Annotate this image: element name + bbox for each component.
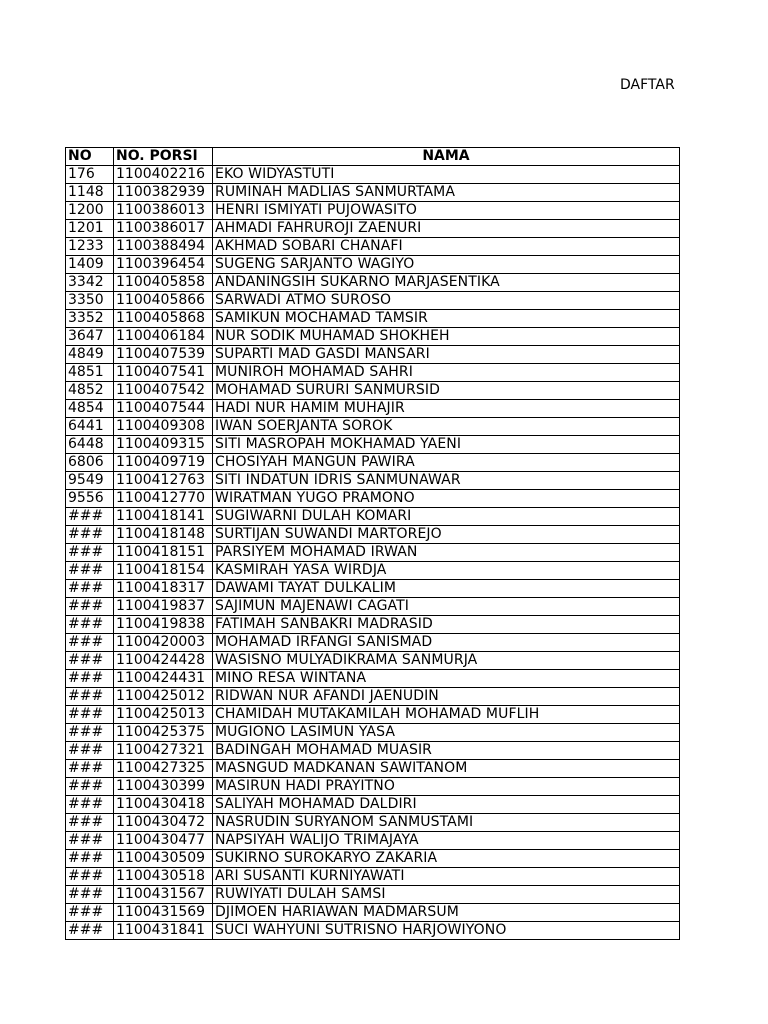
table-row — [66, 634, 680, 652]
cell-no: ### — [66, 796, 114, 814]
cell-nama: FATIMAH SANBAKRI MADRASID — [213, 616, 680, 634]
cell-no: ### — [66, 670, 114, 688]
cell-no: 1200 — [66, 202, 114, 220]
cell-no: 1148 — [66, 184, 114, 202]
cell-no: ### — [66, 850, 114, 868]
cell-no: ### — [66, 634, 114, 652]
cell-nama: HADI NUR HAMIM MUHAJIR — [213, 400, 680, 418]
cell-nama: RUWIYATI DULAH SAMSI — [213, 886, 680, 904]
cell-no-porsi: 1100425375 — [114, 724, 213, 742]
cell-nama: SITI INDATUN IDRIS SANMUNAWAR — [213, 472, 680, 490]
cell-no-porsi: 1100431841 — [114, 922, 213, 940]
cell-no-porsi: 1100430399 — [114, 778, 213, 796]
cell-no-porsi: 1100427321 — [114, 742, 213, 760]
cell-no: 3647 — [66, 328, 114, 346]
table-row — [66, 778, 680, 796]
table-row — [66, 310, 680, 328]
table-row — [66, 184, 680, 202]
cell-no-porsi: 1100418154 — [114, 562, 213, 580]
cell-no-porsi: 1100409308 — [114, 418, 213, 436]
cell-no-porsi: 1100431567 — [114, 886, 213, 904]
cell-no-porsi: 1100386017 — [114, 220, 213, 238]
cell-no: ### — [66, 832, 114, 850]
cell-no: 6806 — [66, 454, 114, 472]
cell-no: 1409 — [66, 256, 114, 274]
cell-no: 4852 — [66, 382, 114, 400]
cell-no: ### — [66, 652, 114, 670]
table-row — [66, 850, 680, 868]
cell-nama: ARI SUSANTI KURNIYAWATI — [213, 868, 680, 886]
cell-nama: HENRI ISMIYATI PUJOWASITO — [213, 202, 680, 220]
cell-no: 1201 — [66, 220, 114, 238]
table-row — [66, 472, 680, 490]
table-row — [66, 382, 680, 400]
cell-nama: SUGENG SARJANTO WAGIYO — [213, 256, 680, 274]
column-header-no: NO — [66, 148, 114, 166]
cell-no-porsi: 1100431569 — [114, 904, 213, 922]
cell-no-porsi: 1100424428 — [114, 652, 213, 670]
cell-no: 4854 — [66, 400, 114, 418]
cell-nama: RUMINAH MADLIAS SANMURTAMA — [213, 184, 680, 202]
cell-no-porsi: 1100405866 — [114, 292, 213, 310]
cell-no-porsi: 1100418151 — [114, 544, 213, 562]
table-row — [66, 220, 680, 238]
cell-no-porsi: 1100425013 — [114, 706, 213, 724]
cell-no-porsi: 1100382939 — [114, 184, 213, 202]
cell-no: ### — [66, 724, 114, 742]
cell-no: 3352 — [66, 310, 114, 328]
table-row — [66, 742, 680, 760]
cell-nama: SAJIMUN MAJENAWI CAGATI — [213, 598, 680, 616]
table-row — [66, 346, 680, 364]
cell-no: 4849 — [66, 346, 114, 364]
cell-no: ### — [66, 814, 114, 832]
cell-no-porsi: 1100419837 — [114, 598, 213, 616]
table-row — [66, 454, 680, 472]
table-header-row — [66, 148, 680, 166]
cell-no-porsi: 1100386013 — [114, 202, 213, 220]
cell-nama: AHMADI FAHRUROJI ZAENURI — [213, 220, 680, 238]
cell-nama: NUR SODIK MUHAMAD SHOKHEH — [213, 328, 680, 346]
cell-no-porsi: 1100412763 — [114, 472, 213, 490]
table-row — [66, 436, 680, 454]
table-row — [66, 814, 680, 832]
table-row — [66, 400, 680, 418]
cell-nama: ANDANINGSIH SUKARNO MARJASENTIKA — [213, 274, 680, 292]
cell-no: ### — [66, 616, 114, 634]
cell-nama: MUGIONO LASIMUN YASA — [213, 724, 680, 742]
cell-nama: WIRATMAN YUGO PRAMONO — [213, 490, 680, 508]
cell-no-porsi: 1100430477 — [114, 832, 213, 850]
cell-no-porsi: 1100430472 — [114, 814, 213, 832]
cell-nama: MOHAMAD IRFANGI SANISMAD — [213, 634, 680, 652]
cell-no: 1233 — [66, 238, 114, 256]
cell-nama: PARSIYEM MOHAMAD IRWAN — [213, 544, 680, 562]
cell-nama: SITI MASROPAH MOKHAMAD YAENI — [213, 436, 680, 454]
cell-no: ### — [66, 580, 114, 598]
cell-nama: SAMIKUN MOCHAMAD TAMSIR — [213, 310, 680, 328]
cell-nama: MOHAMAD SURURI SANMURSID — [213, 382, 680, 400]
table-body — [66, 166, 680, 940]
cell-no-porsi: 1100407539 — [114, 346, 213, 364]
cell-nama: RIDWAN NUR AFANDI JAENUDIN — [213, 688, 680, 706]
table-row — [66, 526, 680, 544]
cell-nama: DAWAMI TAYAT DULKALIM — [213, 580, 680, 598]
cell-no: ### — [66, 526, 114, 544]
cell-no: 3350 — [66, 292, 114, 310]
table-row — [66, 544, 680, 562]
cell-no-porsi: 1100418317 — [114, 580, 213, 598]
cell-nama: MUNIROH MOHAMAD SAHRI — [213, 364, 680, 382]
cell-no-porsi: 1100406184 — [114, 328, 213, 346]
table-row — [66, 202, 680, 220]
cell-no-porsi: 1100407541 — [114, 364, 213, 382]
cell-no-porsi: 1100409315 — [114, 436, 213, 454]
cell-no: 9549 — [66, 472, 114, 490]
table-row — [66, 238, 680, 256]
cell-no-porsi: 1100388494 — [114, 238, 213, 256]
table-row — [66, 724, 680, 742]
cell-nama: EKO WIDYASTUTI — [213, 166, 680, 184]
cell-nama: AKHMAD SOBARI CHANAFI — [213, 238, 680, 256]
cell-nama: CHOSIYAH MANGUN PAWIRA — [213, 454, 680, 472]
cell-nama: IWAN SOERJANTA SOROK — [213, 418, 680, 436]
cell-no: ### — [66, 688, 114, 706]
table-row — [66, 364, 680, 382]
cell-nama: MINO RESA WINTANA — [213, 670, 680, 688]
cell-no-porsi: 1100418148 — [114, 526, 213, 544]
cell-no: ### — [66, 562, 114, 580]
cell-no-porsi: 1100402216 — [114, 166, 213, 184]
cell-no: 6448 — [66, 436, 114, 454]
table-row — [66, 616, 680, 634]
cell-nama: MASNGUD MADKANAN SAWITANOM — [213, 760, 680, 778]
cell-no-porsi: 1100407542 — [114, 382, 213, 400]
cell-no-porsi: 1100418141 — [114, 508, 213, 526]
table-row — [66, 922, 680, 940]
table-row — [66, 868, 680, 886]
cell-no-porsi: 1100430518 — [114, 868, 213, 886]
table-row — [66, 418, 680, 436]
participant-table — [65, 147, 680, 940]
cell-no: 6441 — [66, 418, 114, 436]
table-row — [66, 562, 680, 580]
cell-no-porsi: 1100430418 — [114, 796, 213, 814]
cell-no-porsi: 1100405858 — [114, 274, 213, 292]
cell-no-porsi: 1100425012 — [114, 688, 213, 706]
table-row — [66, 598, 680, 616]
cell-no-porsi: 1100427325 — [114, 760, 213, 778]
table-row — [66, 580, 680, 598]
table-row — [66, 904, 680, 922]
table-row — [66, 886, 680, 904]
column-header-nama: NAMA — [213, 148, 680, 166]
cell-nama: SUPARTI MAD GASDI MANSARI — [213, 346, 680, 364]
cell-no-porsi: 1100412770 — [114, 490, 213, 508]
table-row — [66, 670, 680, 688]
table-row — [66, 760, 680, 778]
cell-no: 9556 — [66, 490, 114, 508]
cell-nama: MASIRUN HADI PRAYITNO — [213, 778, 680, 796]
cell-no: ### — [66, 544, 114, 562]
cell-no-porsi: 1100396454 — [114, 256, 213, 274]
cell-no: 3342 — [66, 274, 114, 292]
cell-no-porsi: 1100430509 — [114, 850, 213, 868]
table-row — [66, 490, 680, 508]
cell-nama: BADINGAH MOHAMAD MUASIR — [213, 742, 680, 760]
cell-nama: SUGIWARNI DULAH KOMARI — [213, 508, 680, 526]
cell-no: ### — [66, 886, 114, 904]
cell-no: ### — [66, 706, 114, 724]
table-row — [66, 688, 680, 706]
cell-no: ### — [66, 922, 114, 940]
table-row — [66, 292, 680, 310]
cell-no-porsi: 1100420003 — [114, 634, 213, 652]
table-row — [66, 166, 680, 184]
table-row — [66, 706, 680, 724]
cell-no: ### — [66, 508, 114, 526]
cell-nama: CHAMIDAH MUTAKAMILAH MOHAMAD MUFLIH — [213, 706, 680, 724]
table-row — [66, 508, 680, 526]
table-row — [66, 256, 680, 274]
table-row — [66, 274, 680, 292]
cell-nama: SURTIJAN SUWANDI MARTOREJO — [213, 526, 680, 544]
cell-no: 176 — [66, 166, 114, 184]
cell-nama: SUKIRNO SUROKARYO ZAKARIA — [213, 850, 680, 868]
cell-no-porsi: 1100405868 — [114, 310, 213, 328]
cell-no-porsi: 1100407544 — [114, 400, 213, 418]
table-row — [66, 652, 680, 670]
cell-no: 4851 — [66, 364, 114, 382]
cell-nama: KASMIRAH YASA WIRDJA — [213, 562, 680, 580]
cell-nama: DJIMOEN HARIAWAN MADMARSUM — [213, 904, 680, 922]
cell-no: ### — [66, 742, 114, 760]
cell-no: ### — [66, 760, 114, 778]
table-row — [66, 832, 680, 850]
cell-nama: NASRUDIN SURYANOM SANMUSTAMI — [213, 814, 680, 832]
cell-no: ### — [66, 778, 114, 796]
cell-nama: SALIYAH MOHAMAD DALDIRI — [213, 796, 680, 814]
cell-no: ### — [66, 904, 114, 922]
cell-nama: SUCI WAHYUNI SUTRISNO HARJOWIYONO — [213, 922, 680, 940]
cell-no-porsi: 1100409719 — [114, 454, 213, 472]
table-row — [66, 796, 680, 814]
cell-nama: NAPSIYAH WALIJO TRIMAJAYA — [213, 832, 680, 850]
cell-nama: SARWADI ATMO SUROSO — [213, 292, 680, 310]
cell-nama: WASISNO MULYADIKRAMA SANMURJA — [213, 652, 680, 670]
page-title: DAFTAR — [620, 77, 675, 93]
cell-no-porsi: 1100419838 — [114, 616, 213, 634]
cell-no-porsi: 1100424431 — [114, 670, 213, 688]
cell-no: ### — [66, 598, 114, 616]
table-row — [66, 328, 680, 346]
cell-no: ### — [66, 868, 114, 886]
column-header-no-porsi: NO. PORSI — [114, 148, 213, 166]
